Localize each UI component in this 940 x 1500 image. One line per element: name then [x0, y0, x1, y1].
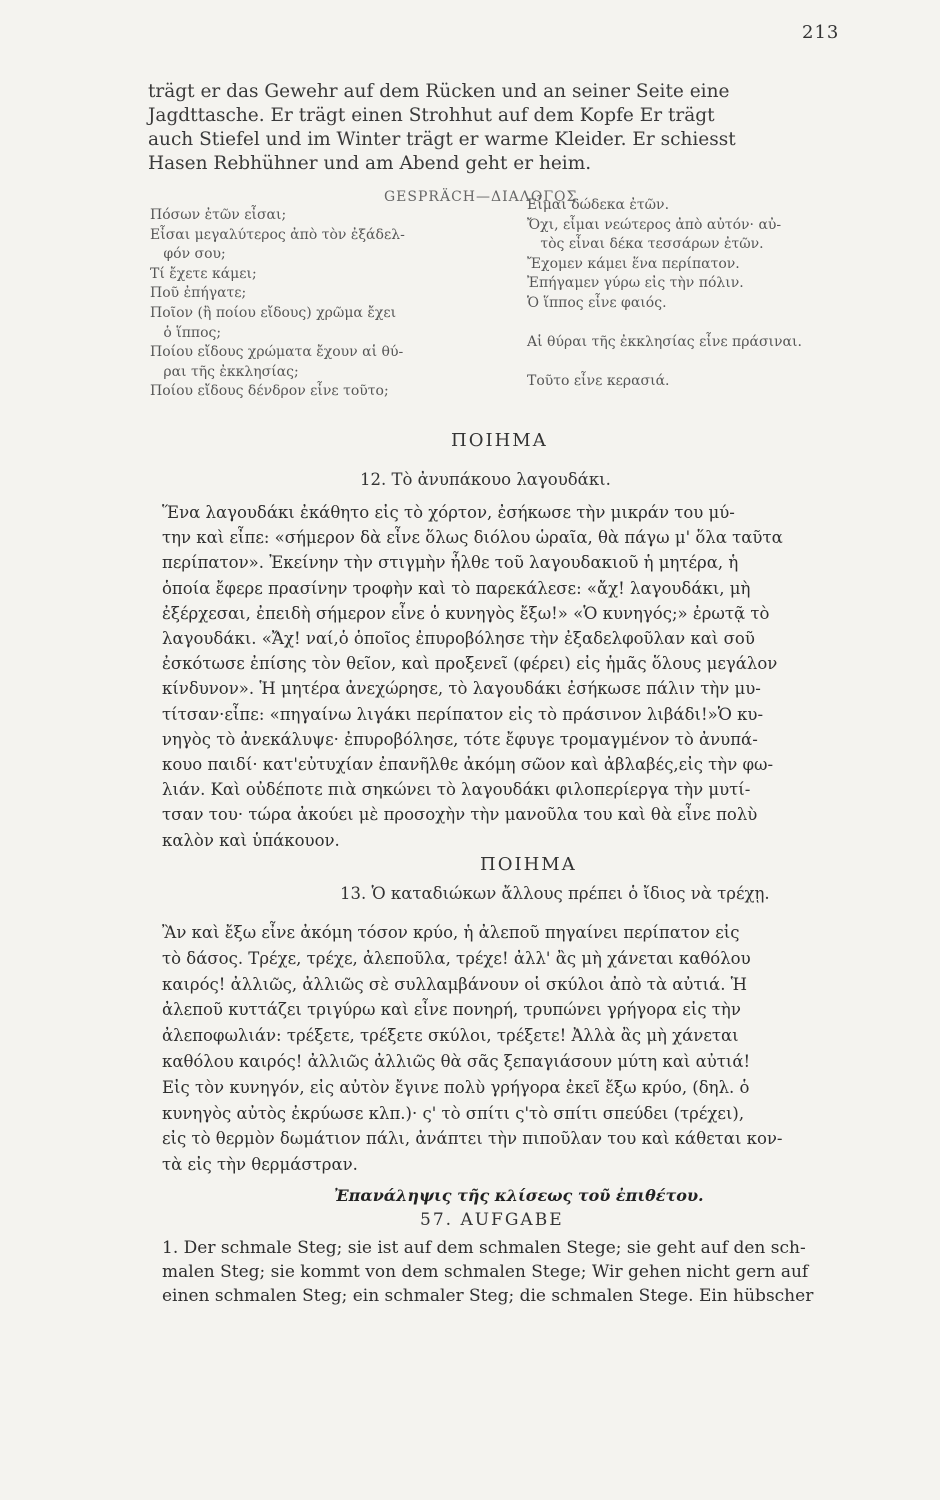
poem12-line: λαγουδάκι. «Ἄχ! ναί,ὁ ὁποῖος ἐπυροβόλησε τὴν ἐξαδελφοῦλαν καὶ σοῦ	[162, 629, 755, 649]
poem13-line: τὸ δάσος. Τρέχε, τρέχε, ἀλεποῦλα, τρέχε! ἀλλ' ἂς μὴ χάνεται καθόλου	[162, 948, 751, 968]
dialog-question: Ποίου εἴδους δένδρον εἶνε τοῦτο;	[150, 383, 389, 400]
exercise-text	[162, 1236, 878, 1308]
poem12-line: Ἕνα λαγουδάκι ἐκάθητο εἰς τὸ χόρτον, ἐσήκωσε τὴν μικράν του μύ-	[162, 503, 735, 522]
dialog-answer: Ὄχι, εἶμαι νεώτερος ἀπὸ αὐτόν· αὐ-	[527, 216, 782, 233]
poem12-line: τίτσαν·εἶπε: «πηγαίνω λιγάκι περίπατον εἰς τὸ πράσινον λιβάδι!»Ὁ κυ-	[162, 704, 764, 724]
dialog-answers	[527, 196, 887, 392]
dialog-heading: GESPRÄCH—ΔΙΑΛΟΓΟΣ	[384, 189, 578, 205]
dialog-question: Πόσων ἐτῶν εἶσαι;	[150, 207, 287, 223]
dialog-answer	[527, 353, 887, 373]
poem13-line: καθόλου καιρός! ἀλλιῶς ἀλλιῶς θὰ σᾶς ξεπαγιάσουν μύτη καὶ αὐτιά!	[162, 1051, 751, 1071]
poem13-heading: ΠΟΙΗΜΑ	[480, 854, 577, 875]
poem13-line: εἰς τὸ θερμὸν δωμάτιον πάλι, ἀνάπτει τὴν πιποῦλαν του καὶ κάθεται κον-	[162, 1129, 783, 1149]
intro-paragraph	[148, 80, 880, 176]
dialog-answer: Ὁ ἵππος εἶνε φαιός.	[527, 294, 667, 311]
poem12-line: τσαν του· τώρα ἀκούει μὲ προσοχὴν τὴν μανοῦλα του καὶ θὰ εἶνε πολὺ	[162, 805, 758, 825]
dialog-question: φόν σου;	[150, 246, 226, 263]
intro-line: Jagdttasche. Er trägt einen Strohhut auf dem Kopfe Er trägt	[148, 105, 715, 126]
dialog-question: Τί ἔχετε κάμει;	[150, 265, 257, 282]
dialog-answer: Αἱ θύραι τῆς ἐκκλησίας εἶνε πράσιναι.	[527, 334, 802, 351]
dialog-question: ραι τῆς ἐκκλησίας;	[150, 363, 299, 380]
intro-line: Hasen Rebhühner und am Abend geht er heim.	[148, 153, 592, 174]
poem12-title: 12. Τὸ ἀνυπάκουο λαγουδάκι.	[360, 470, 611, 489]
poem13-line: καιρός! ἀλλιῶς, ἀλλιῶς σὲ συλλαμβάνουν οἱ σκύλοι ἀπὸ τὰ αὐτιά. Ἡ	[162, 974, 748, 994]
dialog-questions	[150, 206, 510, 402]
recap-title: Ἐπανάληψις τῆς κλίσεως τοῦ ἐπιθέτου.	[334, 1186, 704, 1205]
poem12-line: κίνδυνον». Ἡ μητέρα ἀνεχώρησε, τὸ λαγουδάκι ἐσήκωσε πάλιν τὴν μυ-	[162, 679, 761, 699]
poem13-line: Ἂν καὶ ἔξω εἶνε ἀκόμη τόσον κρύο, ἡ ἀλεποῦ πηγαίνει περίπατον εἰς	[162, 923, 740, 942]
dialog-answer	[527, 314, 887, 334]
dialog-question: Ποίου εἴδους χρώματα ἔχουν αἱ θύ-	[150, 344, 404, 361]
dialog-question: ὁ ἵππος;	[150, 324, 222, 341]
intro-line: auch Stiefel und im Winter trägt er warme Kleider. Er schiesst	[148, 129, 736, 150]
poem12-line: νηγὸς τὸ ἀνεκάλυψε· ἐπυροβόλησε, τότε ἔφυγε τρομαγμένον τὸ ἀνυπά-	[162, 729, 758, 749]
poem12-heading: ΠΟΙΗΜΑ	[451, 430, 548, 451]
poem12-line: την καὶ εἶπε: «σήμερον δὰ εἶνε ὅλως διόλου ὡραῖα, θὰ πάγω μ' ὅλα ταῦτα	[162, 528, 783, 548]
poem13-title: 13. Ὁ καταδιώκων ἄλλους πρέπει ὁ ἴδιος νὰ τρέχῃ.	[340, 884, 770, 903]
poem13-line: τὰ εἰς τὴν θερμάστραν.	[162, 1155, 358, 1175]
poem13-text	[162, 920, 878, 1178]
dialog-answer: Τοῦτο εἶνε κερασιά.	[527, 373, 670, 390]
poem12-line: περίπατον». Ἐκείνην τὴν στιγμὴν ἦλθε τοῦ λαγουδακιοῦ ἡ μητέρα, ἡ	[162, 553, 739, 573]
exercise-heading: 57. AUFGABE	[420, 1210, 564, 1230]
poem12-line: καλὸν καὶ ὑπάκουον.	[162, 830, 340, 850]
poem12-line: λιάν. Καὶ οὐδέποτε πιὰ σηκώνει τὸ λαγουδάκι φιλοπερίεργα τὴν μυτί-	[162, 780, 751, 800]
dialog-answer: Ἔχομεν κάμει ἕνα περίπατον.	[527, 255, 740, 272]
dialog-question: Ποῦ ἐπήγατε;	[150, 285, 247, 302]
exercise-line: einen schmalen Steg; ein schmaler Steg; die schmalen Stege. Ein hübscher	[162, 1286, 814, 1306]
poem13-line: ἀλεποφωλιάν: τρέξετε, τρέξετε σκύλοι, τρέξετε! Ἀλλὰ ἂς μὴ χάνεται	[162, 1026, 739, 1046]
dialog-answer: Ἐπήγαμεν γύρω εἰς τὴν πόλιν.	[527, 275, 744, 292]
poem13-line: ἀλεποῦ κυττάζει τριγύρω καὶ εἶνε πονηρή, τρυπώνει γρήγορα εἰς τὴν	[162, 1000, 741, 1020]
dialog-answer: Εἶμαι δώδεκα ἐτῶν.	[527, 197, 670, 213]
exercise-line: malen Steg; sie kommt von dem schmalen Stege; Wir gehen nicht gern auf	[162, 1262, 809, 1282]
exercise-line: 1. Der schmale Steg; sie ist auf dem schmalen Stege; sie geht auf den sch-	[162, 1238, 806, 1258]
dialog-question: Εἶσαι μεγαλύτερος ἀπὸ τὸν ἐξάδελ-	[150, 226, 405, 243]
page-number: 213	[802, 22, 840, 43]
intro-line: trägt er das Gewehr auf dem Rücken und an seiner Seite eine	[148, 81, 730, 102]
poem12-line: ἐξέρχεσαι, ἐπειδὴ σήμερον εἶνε ὁ κυνηγὸς ἔξω!» «Ὁ κυνηγός;» ἐρωτᾷ τὸ	[162, 603, 770, 623]
poem13-line: Εἰς τὸν κυνηγόν, εἰς αὐτὸν ἔγινε πολὺ γρήγορα ἐκεῖ ἔξω κρύο, (δηλ. ὁ	[162, 1077, 750, 1097]
poem13-line: κυνηγὸς αὐτὸς ἐκρύωσε κλπ.)· ς' τὸ σπίτι ς'τὸ σπίτι σπεύδει (τρέχει),	[162, 1103, 745, 1123]
poem12-text	[162, 500, 878, 853]
poem12-line: ἐσκότωσε ἐπίσης τὸν θεῖον, καὶ προξενεῖ (φέρει) εἰς ἡμᾶς ὅλους μεγάλον	[162, 654, 778, 674]
poem12-line: κουο παιδί· κατ'εὐτυχίαν ἐπανῆλθε ἀκόμη σῶον καὶ ἀβλαβές,εἰς τὴν φω-	[162, 755, 774, 775]
dialog-answer: τὸς εἶναι δέκα τεσσάρων ἐτῶν.	[527, 236, 764, 253]
dialog-question: Ποῖον (ἢ ποίου εἴδους) χρῶμα ἔχει	[150, 304, 397, 321]
poem12-line: ὁποία ἔφερε πρασίνην τροφὴν καὶ τὸ παρεκάλεσε: «ἄχ! λαγουδάκι, μὴ	[162, 578, 751, 598]
